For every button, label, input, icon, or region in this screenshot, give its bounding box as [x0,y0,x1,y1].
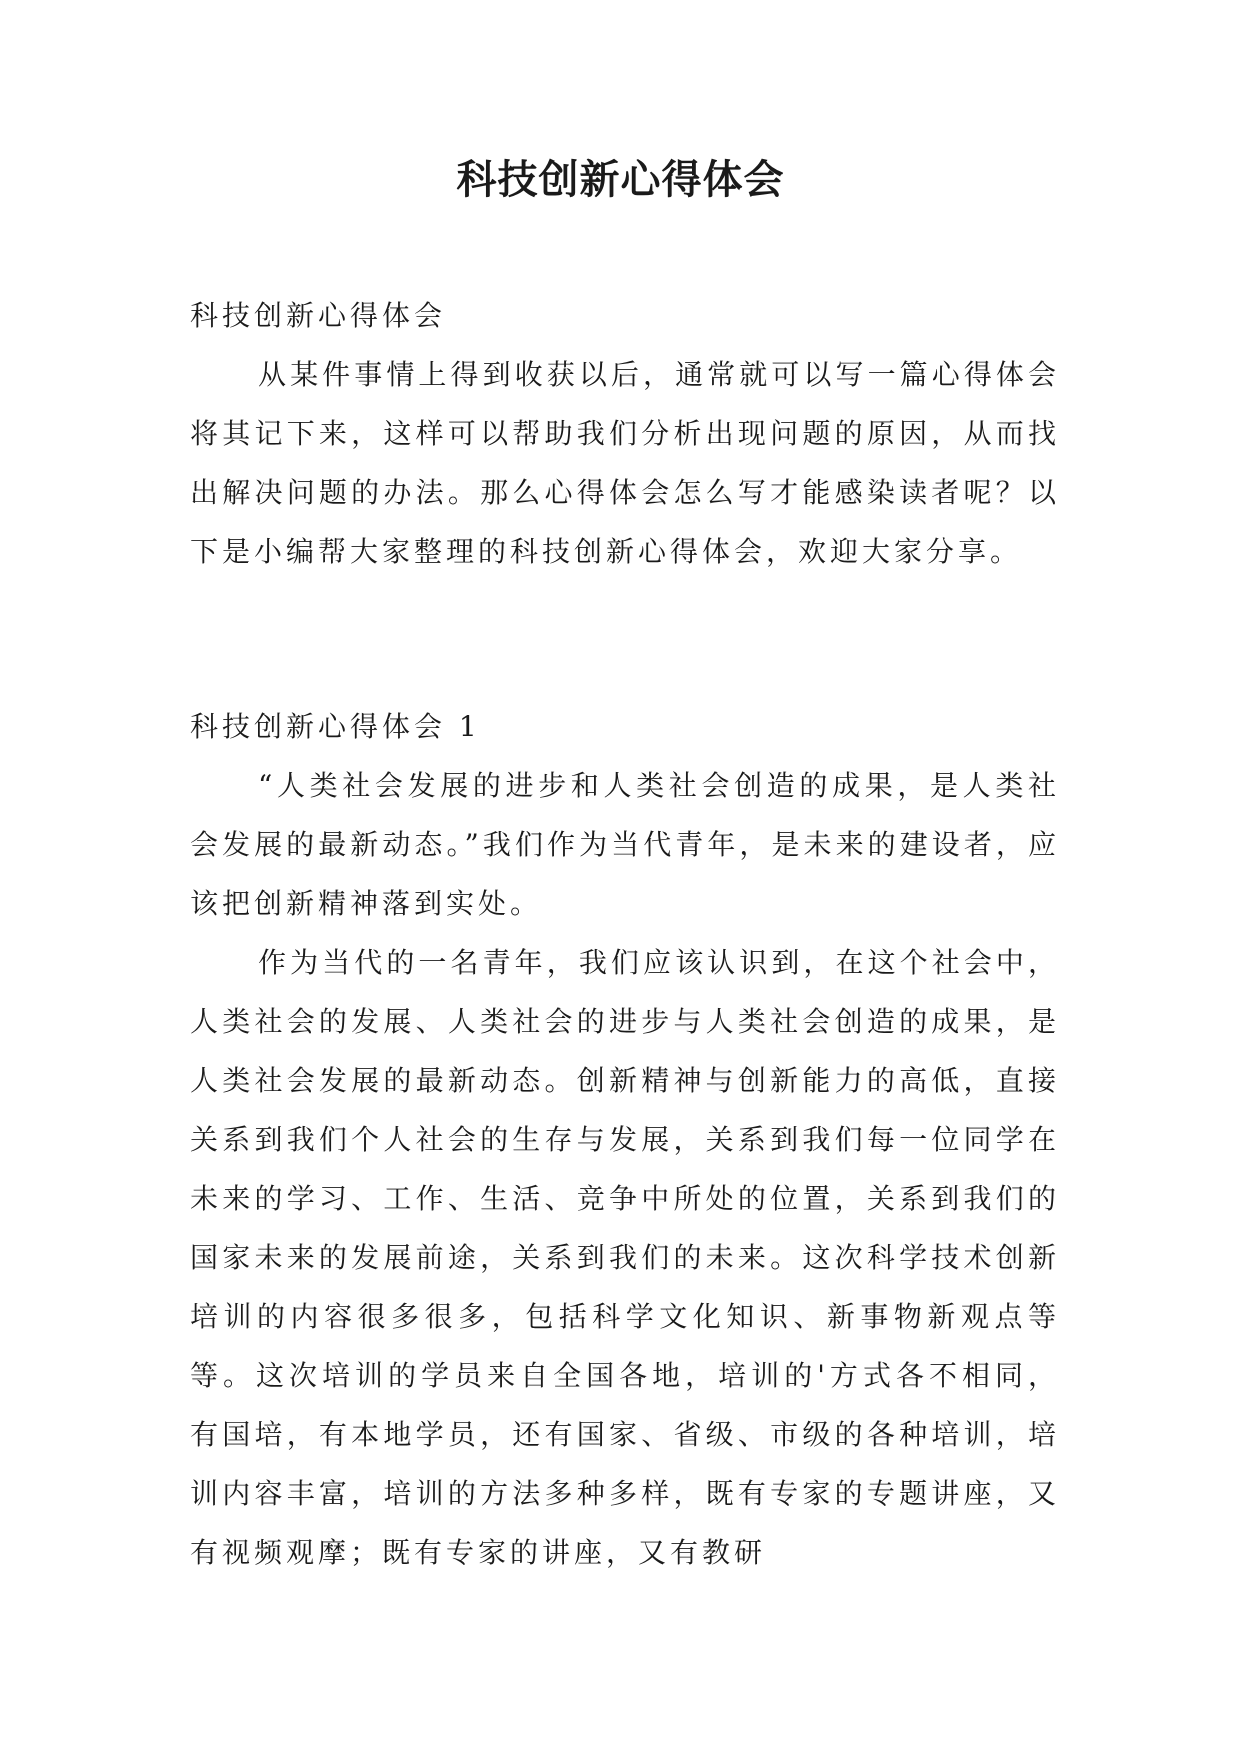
intro-paragraph: 从某件事情上得到收获以后，通常就可以写一篇心得体会将其记下来，这样可以帮助我们分析出现问题的原因，从而找出解决问题的办法。那么心得体会怎么写才能感染读者呢？以下是小编帮大家整理的科技创新心得体会，欢迎大家分享。 [190,358,1060,568]
section-1-paragraph-2: 作为当代的一名青年，我们应该认识到，在这个社会中，人类社会的发展、人类社会的进步与人类社会创造的成果，是人类社会发展的最新动态。创新精神与创新能力的高低，直接关系到我们个人社会的生存与发展，关系到我们每一位同学在未来的学习、工作、生活、竞争中所处的位置，关系到我们的国家未来的发展前途，关系到我们的未来。这次科学技术创新培训的内容很多很多，包括科学文化知识、新事物新观点等等。这次培训的学员来自全国各地，培训的'方式各不相同，有国培，有本地学员，还有国家、省级、市级的各种培训，培训内容丰富，培训的方法多种多样，既有专家的专题讲座，又有视频观摩；既有专家的讲座，又有教研 [190,946,1060,1569]
intro-heading: 科技创新心得体会 [190,299,447,332]
section-1 [190,697,1060,1582]
section-1-paragraph-1: “人类社会发展的进步和人类社会创造的成果，是人类社会发展的最新动态。”我们作为当代青年，是未来的建设者，应该把创新精神落到实处。 [190,769,1060,920]
intro-section [190,286,1060,581]
document-title: 科技创新心得体会 [456,156,785,203]
section-1-heading: 科技创新心得体会 1 [190,710,481,743]
